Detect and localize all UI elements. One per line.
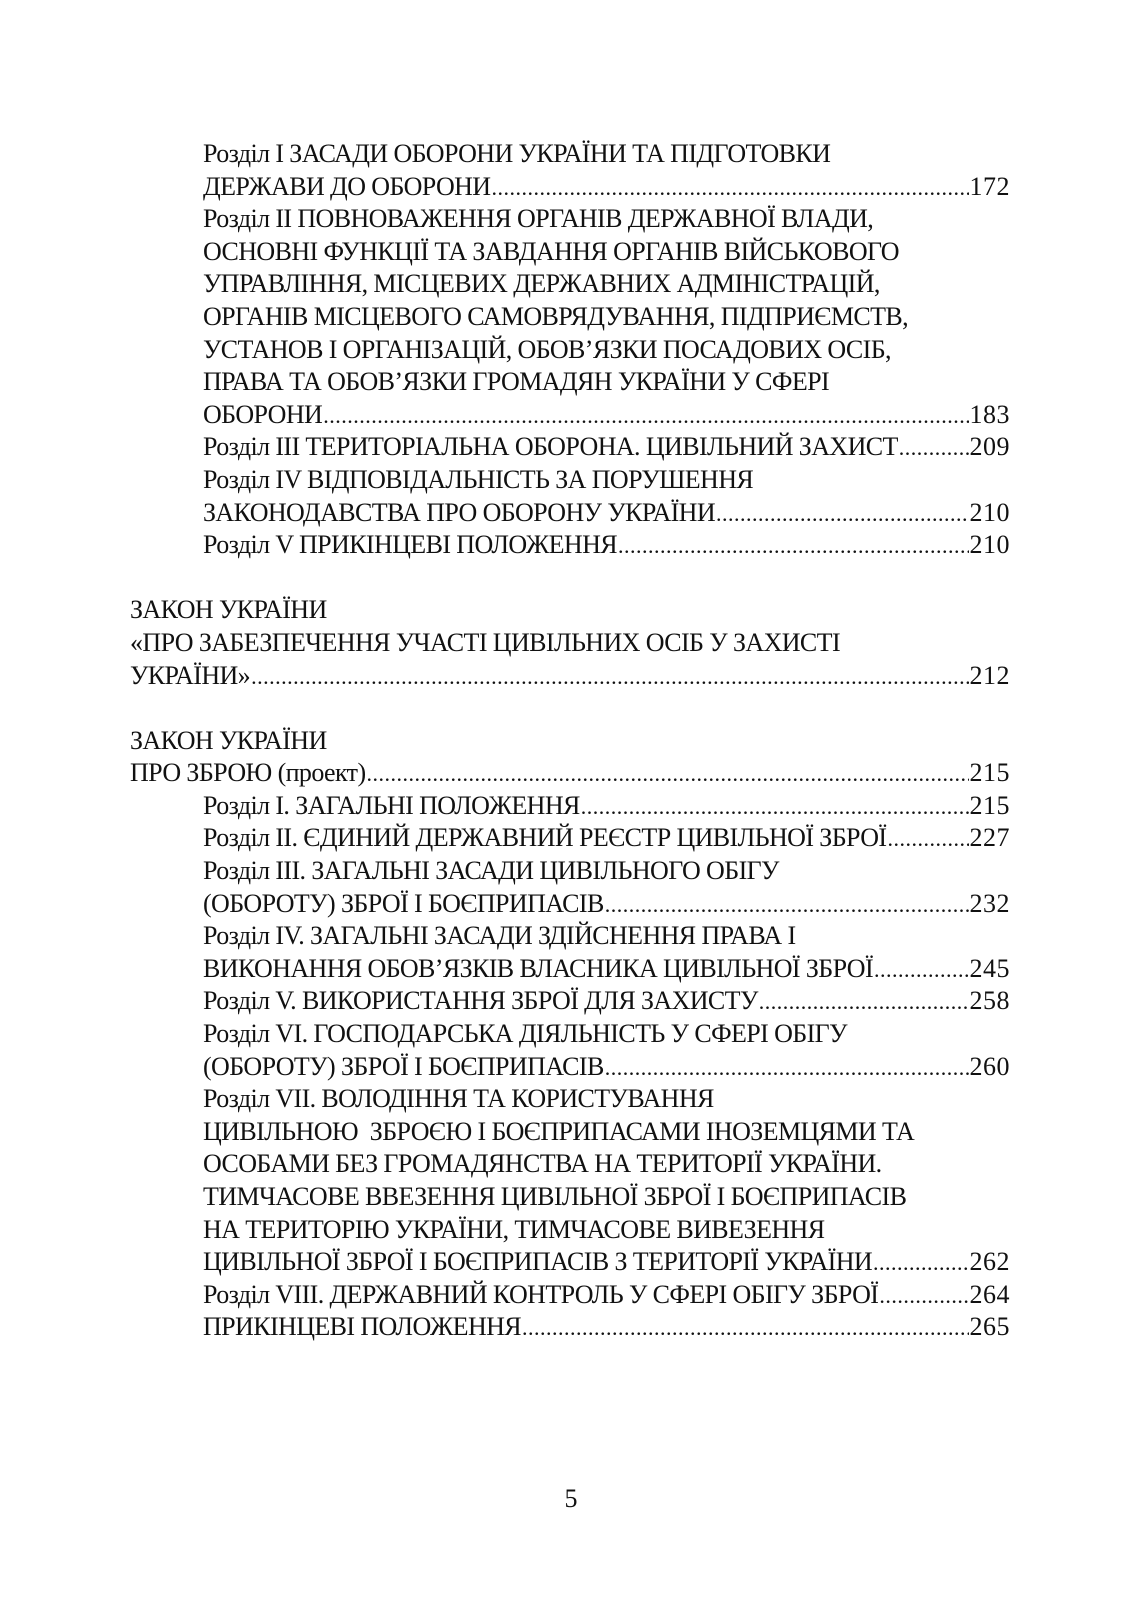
toc-entry-line: УПРАВЛІННЯ, МІСЦЕВИХ ДЕРЖАВНИХ АДМІНІСТРАЦІЙ, — [203, 269, 880, 299]
dot-leader — [581, 791, 969, 824]
dot-leader — [759, 986, 969, 1019]
toc-page-number: 215 — [969, 758, 1010, 788]
toc-entry[interactable] — [130, 529, 1010, 562]
law-heading: ЗАКОН УКРАЇНИ — [130, 595, 327, 625]
toc-entry-title: ОБОРОНИ — [203, 399, 323, 429]
toc-entry[interactable] — [130, 497, 1010, 530]
toc-entry-title: (ОБОРОТУ) ЗБРОЇ І БОЄПРИПАСІВ — [203, 1051, 604, 1081]
toc-entry-title: Розділ І. ЗАГАЛЬНІ ПОЛОЖЕННЯ — [203, 790, 580, 820]
dot-leader — [522, 1312, 968, 1345]
spacer — [130, 562, 1010, 595]
toc-entry[interactable] — [130, 1051, 1010, 1084]
toc-entry-title: ДЕРЖАВИ ДО ОБОРОНИ — [203, 171, 491, 201]
toc-page-number: 245 — [969, 953, 1010, 983]
toc-entry-title: Розділ VIII. ДЕРЖАВНИЙ КОНТРОЛЬ У СФЕРІ ОБІГУ ЗБРОЇ — [203, 1279, 879, 1309]
toc-page-number: 227 — [969, 823, 1010, 853]
toc-page-number: 232 — [969, 888, 1010, 918]
toc-page-number: 172 — [969, 171, 1010, 201]
toc-entry[interactable] — [130, 985, 1010, 1018]
dot-leader — [605, 889, 969, 922]
toc-page-number: 210 — [969, 530, 1010, 560]
toc-entry-line: НА ТЕРИТОРІЮ УКРАЇНИ, ТИМЧАСОВЕ ВИВЕЗЕННЯ — [203, 1214, 825, 1244]
dot-leader — [323, 400, 968, 433]
toc-entry-title: Розділ V. ВИКОРИСТАННЯ ЗБРОЇ ДЛЯ ЗАХИСТУ — [203, 986, 758, 1016]
dot-leader — [605, 1052, 969, 1085]
toc-entry-title: ВИКОНАННЯ ОБОВ’ЯЗКІВ ВЛАСНИКА ЦИВІЛЬНОЇ ЗБРОЇ — [203, 953, 874, 983]
toc-entry-line: ПРАВА ТА ОБОВ’ЯЗКИ ГРОМАДЯН УКРАЇНИ У СФЕРІ — [203, 367, 830, 397]
toc-page-number: 258 — [969, 986, 1010, 1016]
toc-page-number: 262 — [969, 1247, 1010, 1277]
dot-leader — [873, 1247, 968, 1280]
toc-entry-title: Розділ ІІ. ЄДИНИЙ ДЕРЖАВНИЙ РЕЄСТР ЦИВІЛЬНОЇ ЗБРОЇ — [203, 823, 887, 853]
toc-entry-line: УСТАНОВ І ОРГАНІЗАЦІЙ, ОБОВ’ЯЗКИ ПОСАДОВИХ ОСІБ, — [203, 334, 891, 364]
dot-leader — [618, 530, 969, 563]
toc-entry[interactable] — [130, 888, 1010, 921]
toc-page-number: 210 — [969, 497, 1010, 527]
toc-entry-line: Розділ І ЗАСАДИ ОБОРОНИ УКРАЇНИ ТА ПІДГОТОВКИ — [203, 139, 831, 168]
toc-entry-line: Розділ VI. ГОСПОДАРСЬКА ДІЯЛЬНІСТЬ У СФЕРІ ОБІГУ — [203, 1019, 847, 1049]
toc-entry[interactable] — [130, 431, 1010, 464]
toc-entry-line: ОСНОВНІ ФУНКЦІЇ ТА ЗАВДАННЯ ОРГАНІВ ВІЙСЬКОВОГО — [203, 236, 899, 266]
toc-entry-title: ЦИВІЛЬНОЇ ЗБРОЇ І БОЄПРИПАСІВ З ТЕРИТОРІЇ УКРАЇНИ — [203, 1247, 873, 1277]
dot-leader — [367, 758, 969, 791]
toc-entry-line: ЦИВІЛЬНОЮ ЗБРОЄЮ І БОЄПРИПАСАМИ ІНОЗЕМЦЯМИ ТА — [203, 1116, 915, 1146]
toc-entry-title: УКРАЇНИ» — [130, 660, 251, 690]
toc-entry-title: ПРИКІНЦЕВІ ПОЛОЖЕННЯ — [203, 1312, 522, 1342]
dot-leader — [716, 498, 968, 531]
toc-entry-line: Розділ IV. ЗАГАЛЬНІ ЗАСАДИ ЗДІЙСНЕННЯ ПРАВА І — [203, 921, 796, 951]
dot-leader — [879, 1280, 968, 1313]
toc-entry[interactable] — [130, 171, 1010, 204]
toc-page-number: 264 — [969, 1279, 1010, 1309]
toc-entry[interactable] — [130, 1246, 1010, 1279]
toc-entry-line: Розділ VII. ВОЛОДІННЯ ТА КОРИСТУВАННЯ — [203, 1084, 714, 1114]
page-number: 5 — [564, 1484, 578, 1513]
toc-entry[interactable] — [130, 1311, 1010, 1344]
law-heading: ЗАКОН УКРАЇНИ — [130, 725, 327, 755]
dot-leader — [874, 954, 968, 987]
toc-entry[interactable] — [130, 399, 1010, 432]
toc-entry[interactable] — [130, 953, 1010, 986]
toc-entry-title: (ОБОРОТУ) ЗБРОЇ І БОЄПРИПАСІВ — [203, 888, 604, 918]
dot-leader — [491, 172, 968, 205]
toc-entry-line: ОРГАНІВ МІСЦЕВОГО САМОВРЯДУВАННЯ, ПІДПРИЄМСТВ, — [203, 301, 909, 331]
toc-page-number: 265 — [969, 1312, 1010, 1342]
toc-entry-line: ОСОБАМИ БЕЗ ГРОМАДЯНСТВА НА ТЕРИТОРІЇ УКРАЇНИ. — [203, 1149, 882, 1179]
dot-leader — [251, 661, 968, 694]
toc-entry-line: Розділ ІІ ПОВНОВАЖЕННЯ ОРГАНІВ ДЕРЖАВНОЇ ВЛАДИ, — [203, 204, 874, 234]
toc-entry-title: Розділ ІІІ ТЕРИТОРІАЛЬНА ОБОРОНА. ЦИВІЛЬНИЙ ЗАХИСТ — [203, 432, 898, 462]
toc-page-number: 215 — [969, 790, 1010, 820]
toc-entry-title: ПРО ЗБРОЮ (проект) — [130, 758, 366, 788]
toc-entry-line: Розділ ІІІ. ЗАГАЛЬНІ ЗАСАДИ ЦИВІЛЬНОГО ОБІГУ — [203, 856, 779, 886]
spacer — [130, 692, 1010, 725]
toc-page-number: 183 — [969, 399, 1010, 429]
toc-entry-line: «ПРО ЗАБЕЗПЕЧЕННЯ УЧАСТІ ЦИВІЛЬНИХ ОСІБ У ЗАХИСТІ — [130, 627, 841, 657]
toc-entry-title: ЗАКОНОДАВСТВА ПРО ОБОРОНУ УКРАЇНИ — [203, 497, 716, 527]
toc-entry-title: Розділ V ПРИКІНЦЕВІ ПОЛОЖЕННЯ — [203, 530, 617, 560]
toc-entry[interactable] — [130, 1279, 1010, 1312]
toc-entry[interactable] — [130, 790, 1010, 823]
toc-entry[interactable] — [130, 660, 1010, 693]
dot-leader — [887, 823, 968, 856]
dot-leader — [899, 432, 969, 465]
toc-page-number: 212 — [969, 660, 1010, 690]
toc-entry[interactable] — [130, 757, 1010, 790]
toc-entry-line: ТИМЧАСОВЕ ВВЕЗЕННЯ ЦИВІЛЬНОЇ ЗБРОЇ І БОЄПРИПАСІВ — [203, 1182, 907, 1211]
toc-page-number: 260 — [969, 1051, 1010, 1081]
toc-entry[interactable] — [130, 822, 1010, 855]
toc-page-number: 209 — [969, 432, 1010, 462]
toc-entry-line: Розділ IV ВІДПОВІДАЛЬНІСТЬ ЗА ПОРУШЕННЯ — [203, 464, 754, 494]
table-of-contents — [130, 138, 1010, 1344]
